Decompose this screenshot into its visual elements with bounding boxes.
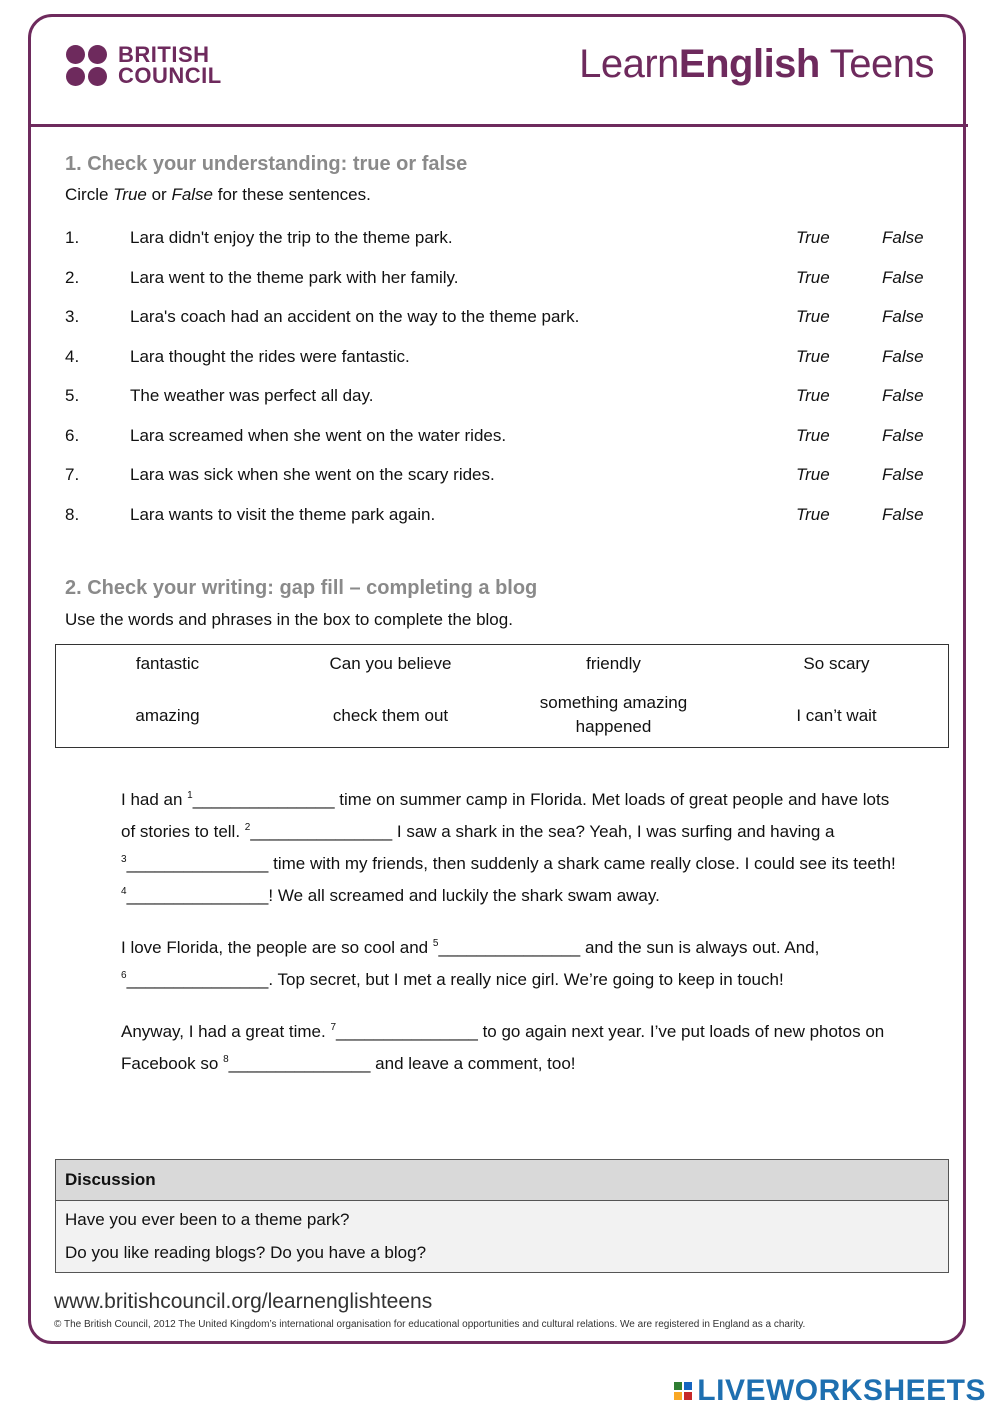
true-option[interactable]: True: [796, 347, 830, 366]
tf-row: [65, 505, 935, 529]
section1-title: 1. Check your understanding: true or false: [65, 153, 468, 175]
gap-2[interactable]: _______________ I saw a shark in the sea? Yeah, I was surfing and having a: [250, 822, 835, 841]
tf-statement: Lara wants to visit the theme park again.: [130, 505, 436, 524]
gap-number: 7: [330, 1022, 337, 1033]
tf-row: [65, 465, 935, 489]
true-option[interactable]: True: [796, 307, 830, 326]
le-logo-part1: Learn: [579, 42, 679, 86]
discussion-question-1: Have you ever been to a theme park?: [65, 1210, 350, 1229]
word-box-item: check them out: [332, 706, 449, 725]
gap-8[interactable]: _______________ and leave a comment, too!: [228, 1054, 576, 1073]
false-option[interactable]: False: [882, 505, 924, 524]
discussion-question-2: Do you like reading blogs? Do you have a blog?: [65, 1243, 427, 1262]
gap-number: 2: [244, 822, 251, 833]
bc-logo-line1: BRITISH: [118, 42, 210, 67]
british-council-logo: [66, 44, 222, 86]
tf-number: 6.: [65, 426, 80, 445]
gap-3[interactable]: _______________ time with my friends, then suddenly a shark came really close. I could see its teeth!: [126, 854, 896, 873]
le-logo-part3: Teens: [819, 42, 934, 86]
true-option[interactable]: True: [796, 465, 830, 484]
tf-number: 3.: [65, 307, 80, 326]
blog-paragraph-2: I love Florida, the people are so cool and $^5$_______________ and the sun is always out. And, $^6$_______________. Top secret, but I met a really nice girl. We’re going to keep in touch!: [121, 938, 820, 989]
word-box-item: So scary: [803, 654, 870, 673]
word-box-item: amazing: [135, 706, 200, 725]
tf-row: [65, 386, 935, 410]
blog-paragraph-3: Anyway, I had a great time. $^7$_______________ to go again next year. I’ve put loads of new photos on Facebook so $^8$_______________ and leave a comment, too!: [121, 1022, 885, 1073]
tf-row: [65, 426, 935, 450]
tf-statement: Lara thought the rides were fantastic.: [130, 347, 410, 366]
gap-number: 4: [121, 886, 127, 897]
header-divider: [28, 124, 968, 127]
footer-copyright: © The British Council, 2012 The United Kingdom’s international organisation for educational opportunities and cultural relations. We are registered in England as a charity.: [54, 1319, 806, 1330]
section1-instructions: Circle True or False for these sentences.: [65, 185, 371, 204]
learnenglish-teens-logo: [579, 42, 934, 87]
false-option[interactable]: False: [882, 426, 924, 445]
false-option[interactable]: False: [882, 307, 924, 326]
tf-statement: Lara went to the theme park with her family.: [130, 268, 459, 287]
tf-row: [65, 307, 935, 331]
false-option[interactable]: False: [882, 465, 924, 484]
gap-5[interactable]: _______________ and the sun is always out. And,: [438, 938, 820, 957]
section2-instructions: Use the words and phrases in the box to complete the blog.: [65, 610, 513, 629]
liveworksheets-wordmark: LIVEWORKSHEETS: [697, 1374, 986, 1407]
true-option[interactable]: True: [796, 268, 830, 287]
gap-number: 1: [187, 790, 193, 801]
blog-paragraph-1: I had an $^1$_______________ time on summer camp in Florida. Met loads of great people and have lots of stories to tell. $^2$_______________ I saw a shark in the sea? Yeah, I was surfing and having a $^3$_______________ time with my friends, then suddenly a shark came really close. I could see its teeth! $^4$_______________! We all screamed and luckily the shark swam away.: [121, 790, 896, 905]
gap-number: 5: [432, 938, 439, 949]
tf-statement: Lara didn't enjoy the trip to the theme park.: [130, 228, 453, 247]
le-logo-part2: English: [678, 42, 820, 86]
british-council-dots-icon: [66, 45, 107, 86]
word-box: [55, 644, 949, 748]
discussion-title: Discussion: [56, 1160, 948, 1201]
liveworksheets-logo: [674, 1374, 986, 1408]
footer-url[interactable]: www.britishcouncil.org/learnenglishteens: [54, 1290, 433, 1313]
false-option[interactable]: False: [882, 347, 924, 366]
gap-4[interactable]: _______________! We all screamed and luckily the shark swam away.: [126, 886, 660, 905]
tf-row: [65, 347, 935, 371]
true-option[interactable]: True: [796, 228, 830, 247]
blog-text: [121, 784, 901, 1100]
tf-statement: Lara was sick when she went on the scary rides.: [130, 465, 495, 484]
liveworksheets-icon: [674, 1382, 692, 1400]
word-box-item: I can’t wait: [796, 706, 877, 725]
true-option[interactable]: True: [796, 426, 830, 445]
tf-row: [65, 268, 935, 292]
tf-number: 1.: [65, 228, 80, 247]
gap-1[interactable]: _______________ time on summer camp in Florida. Met loads of great people and have lots of stories to tell.: [121, 790, 890, 841]
tf-statement: Lara's coach had an accident on the way to the theme park.: [130, 307, 580, 326]
gap-7[interactable]: _______________ to go again next year. I’ve put loads of new photos on Facebook so: [121, 1022, 885, 1073]
false-option[interactable]: False: [882, 228, 924, 247]
true-option[interactable]: True: [796, 505, 830, 524]
tf-number: 2.: [65, 268, 80, 287]
word-box-item: fantastic: [135, 654, 200, 673]
gap-6[interactable]: _______________. Top secret, but I met a really nice girl. We’re going to keep in touch!: [126, 970, 784, 989]
gap-number: 3: [121, 854, 127, 865]
tf-number: 7.: [65, 465, 80, 484]
tf-row: [65, 228, 935, 252]
word-box-item: friendly: [586, 654, 641, 673]
tf-statement: Lara screamed when she went on the water rides.: [130, 426, 507, 445]
tf-number: 5.: [65, 386, 80, 405]
false-option[interactable]: False: [882, 268, 924, 287]
word-box-item: Can you believe: [329, 654, 452, 673]
tf-number: 8.: [65, 505, 80, 524]
bc-logo-line2: COUNCIL: [118, 63, 222, 88]
gap-number: 8: [223, 1054, 229, 1065]
tf-number: 4.: [65, 347, 80, 366]
section2-title: 2. Check your writing: gap fill – completing a blog: [65, 577, 538, 599]
true-option[interactable]: True: [796, 386, 830, 405]
word-box-item: something amazing happened: [539, 693, 688, 736]
false-option[interactable]: False: [882, 386, 924, 405]
discussion-box: [55, 1159, 949, 1273]
gap-number: 6: [121, 970, 127, 981]
tf-statement: The weather was perfect all day.: [130, 386, 374, 405]
